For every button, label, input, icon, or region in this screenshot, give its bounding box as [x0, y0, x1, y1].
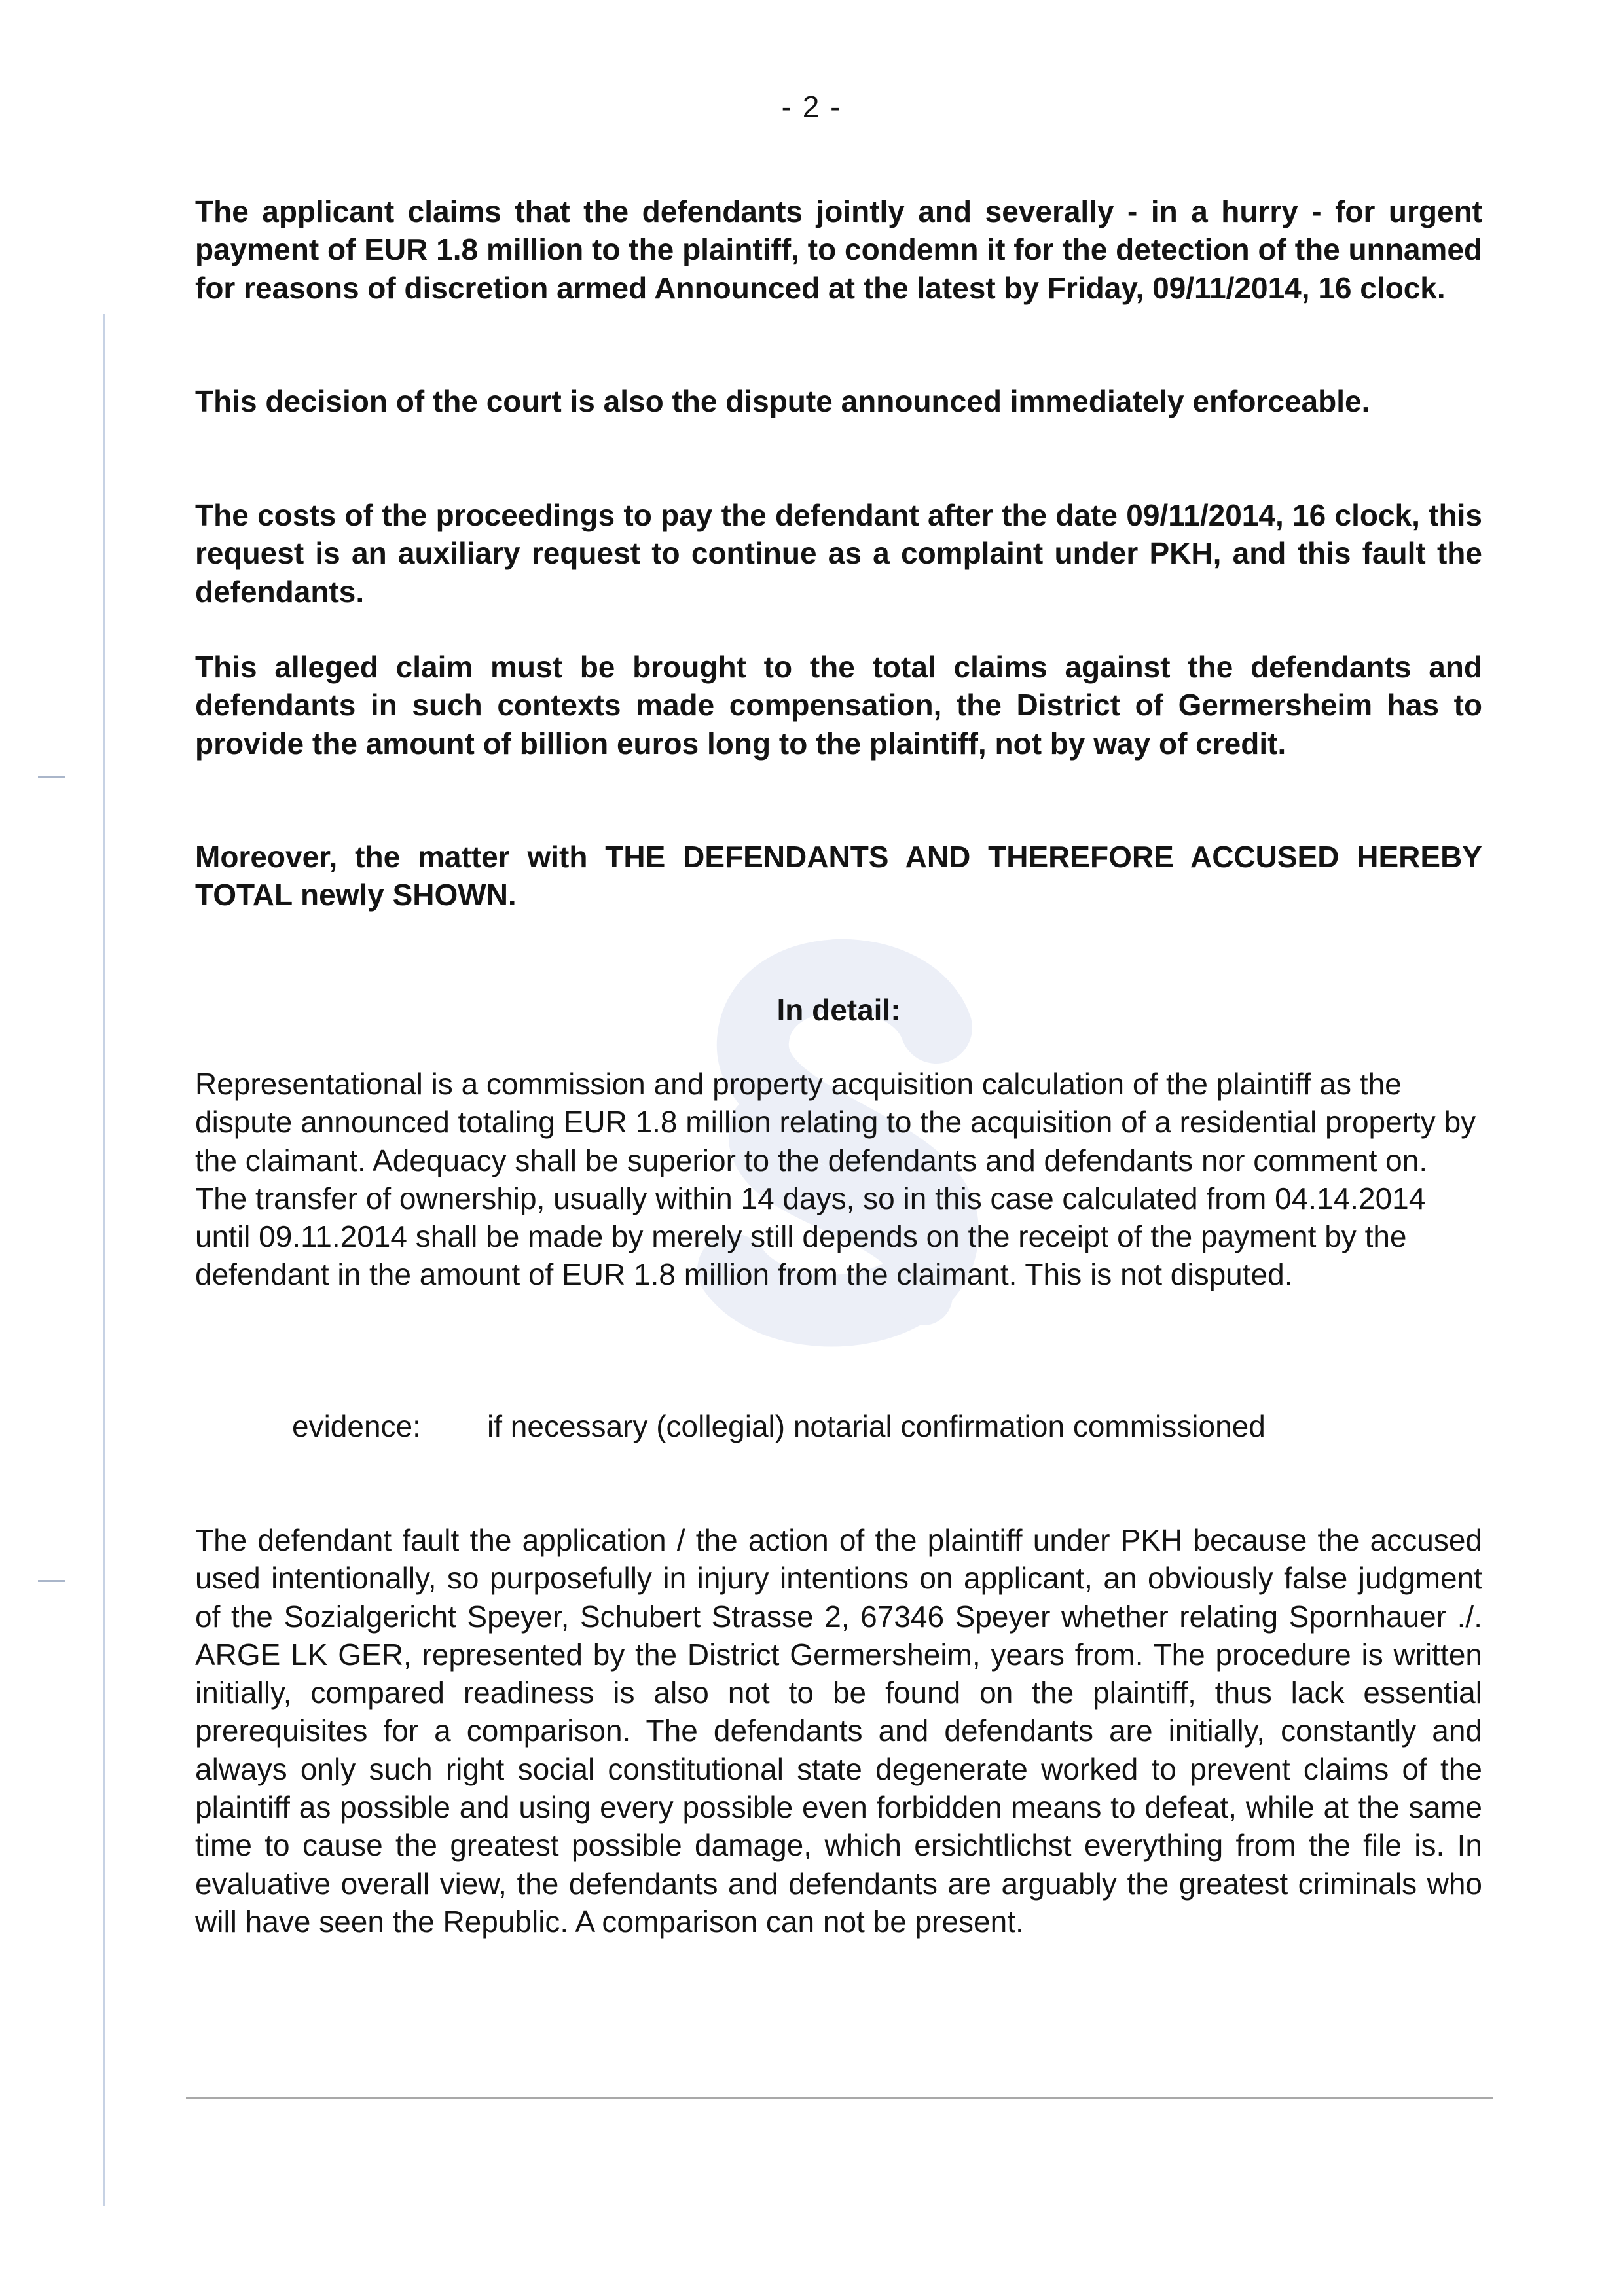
fold-mark-lower: [38, 1580, 65, 1582]
compensation-paragraph: This alleged claim must be brought to the total claims against the defendants and defendants in such contexts made compensation, the District of Germersheim has to provide the amount of billion euros long to the plaintiff, not by way of credit.: [195, 650, 1482, 761]
closing-block: [195, 1521, 1482, 1941]
detail-block: [195, 1065, 1482, 1294]
left-margin-rule: [103, 314, 105, 2206]
evidence-text: if necessary (collegial) notarial confirmation commissioned: [487, 1409, 1266, 1443]
closing-paragraph: The defendant fault the application / the action of the plaintiff under PKH because the accused used intentionally, so purposefully in injury intentions on applicant, an obviously false judgment of the Sozialgericht Speyer, Schubert Strasse 2, 67346 Speyer whether relating Spornhauer ./. ARGE LK GER, represented by the District Germersheim, years from. The procedure is written initially, compared readiness is also not to be found on the plaintiff, thus lack essential prerequisites for a comparison. The defendants and defendants are initially, constantly and always only such right social constitutional state degenerate worked to prevent claims of the plaintiff as possible and using every possible even forbidden means to defeat, while at the same time to cause the greatest possible damage, which ersichtlichst everything from the file is. In evaluative overall view, the defendants and defendants are arguably the greatest criminals who will have seen the Republic. A comparison can not be present.: [195, 1523, 1482, 1939]
section-heading: In detail:: [776, 993, 901, 1027]
evidence-row: [292, 1407, 1266, 1445]
enforceability-paragraph: This decision of the court is also the dispute announced immediately enforceable.: [195, 384, 1370, 418]
bold-paragraph-4: [195, 648, 1482, 762]
bold-paragraph-1: [195, 192, 1482, 307]
bold-paragraph-3: [195, 496, 1482, 611]
page-number: - 2 -: [781, 90, 842, 124]
detail-paragraph-1: Representational is a commission and property acquisition calculation of the plaintiff as the dispute announced totaling EUR 1.8 million relating to the acquisition of a residential property by the claimant. Adequacy shall be superior to the defendants and defendants nor comment on.: [195, 1067, 1476, 1177]
accused-paragraph: Moreover, the matter with THE DEFENDANTS AND THEREFORE ACCUSED HEREBY TOTAL newly SHOWN.: [195, 840, 1482, 912]
claim-paragraph: The applicant claims that the defendants jointly and severally - in a hurry - for urgent payment of EUR 1.8 million to the plaintiff, to condemn it for the detection of the unnamed for reasons of discretion armed Announced at the latest by Friday, 09/11/2014, 16 clock.: [195, 194, 1482, 305]
costs-paragraph: The costs of the proceedings to pay the defendant after the date 09/11/2014, 16 clock, this request is an auxiliary request to continue as a complaint under PKH, and this fault the defendants.: [195, 498, 1482, 609]
bold-paragraph-5: [195, 838, 1482, 914]
detail-paragraph-2: The transfer of ownership, usually within 14 days, so in this case calculated from 04.14.2014 until 09.11.2014 shall be made by merely still depends on the receipt of the payment by the defendant in the amount of EUR 1.8 million from the claimant. This is not disputed.: [195, 1181, 1426, 1292]
fold-mark-upper: [38, 776, 65, 778]
section-heading-row: [195, 992, 1482, 1028]
footer-rule: [186, 2097, 1493, 2099]
evidence-label: evidence:: [292, 1409, 421, 1443]
bold-paragraph-2: [195, 382, 1482, 420]
